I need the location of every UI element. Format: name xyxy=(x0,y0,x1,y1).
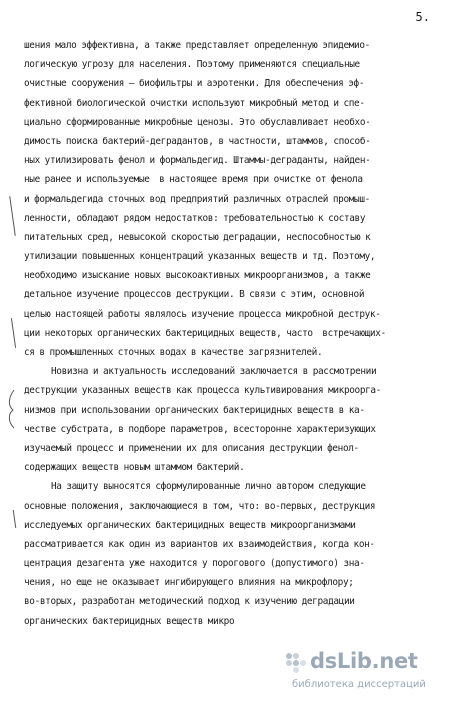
text-line: Новизна и актуальность исследований заключается в рассмотрении xyxy=(51,366,377,378)
margin-mark xyxy=(11,318,16,348)
text-line: и формальдегида сточных вод предприятий различных отраслей промыш- xyxy=(24,193,370,205)
text-line: изучаемый процесс и применении их для описания деструкции фенол- xyxy=(24,442,359,454)
text-line: ленности, обладают рядом недостатков: требовательностью к составу xyxy=(24,212,366,224)
text-line: исследуемых органических бактерицидных веществ микроорганизмами xyxy=(24,519,356,531)
watermark xyxy=(284,649,444,697)
body-text xyxy=(24,36,429,631)
margin-mark xyxy=(13,510,16,528)
text-line: очистные сооружения – биофильтры и аэротенки. Для обеспечения эф- xyxy=(24,78,365,90)
text-line: во-вторых, разработан методический подход к изучению деградации xyxy=(24,596,355,608)
text-line: димость поиска бактерий-деградантов, в частности, штаммов, способ- xyxy=(24,135,371,147)
page-number: 5. xyxy=(415,10,430,24)
text-line: необходимо изыскание новых высокоактивных микроорганизмов, а также xyxy=(24,270,371,282)
text-line: органических бактерицидных веществ микро xyxy=(24,615,235,627)
watermark-site: dsLib.net xyxy=(310,649,418,673)
text-line: содержащих веществ новым штаммом бактерий. xyxy=(24,462,245,474)
text-line: ся в промышленных сточных водах в качестве загрязнителей. xyxy=(24,347,323,358)
text-line: ные ранее и используемые в настоящее время при очистке от фенола xyxy=(24,174,363,186)
text-line: утилизации повышенных концентраций указанных веществ и тд. Поэтому, xyxy=(24,251,376,263)
text-line: шения мало эффективна, а также представляет определенную эпидемио- xyxy=(24,40,370,51)
text-line: На защиту выносятся сформулированные лично автором следующие xyxy=(51,481,366,493)
text-line: низмов при использовании органических бактерицидных веществ в ка- xyxy=(24,404,365,416)
text-line: целью настоящей работы являлось изучение процесса микробной деструк- xyxy=(24,308,381,320)
dslib-logo-icon xyxy=(284,651,306,673)
text-line: центрация дезагента уже находится у порогового (допустимого) зна- xyxy=(24,558,365,570)
margin-mark xyxy=(9,196,16,236)
text-line: честве субстрата, в подборе параметров, всесторонне характеризующих xyxy=(24,423,376,435)
text-line: основные положения, заключающиеся в том, что: во-первых, деструкция xyxy=(24,500,376,512)
text-line: детальное изучение процессов деструкции. В связи с этим, основной xyxy=(24,289,365,301)
text-line: ции некоторых органических бактерицидных веществ, часто встречающих- xyxy=(24,327,386,339)
text-line: фективной биологической очистки используют микробный метод и спе- xyxy=(24,97,365,109)
watermark-subtitle: библиотека диссертаций xyxy=(292,679,426,690)
text-line: питательных сред, невысокой скоростью деградации, неспособностью к xyxy=(24,231,371,243)
text-line: деструкции указанных веществ как процесса культивирования микроорга- xyxy=(24,385,382,397)
text-line: логическую угрозу для населения. Поэтому применяются специальные xyxy=(24,59,360,71)
text-line: рассматривается как один из вариантов их взаимодействия, когда кон- xyxy=(24,538,375,550)
margin-bracket xyxy=(4,388,18,430)
text-line: ных утилизировать фенол и формальдегид. Штаммы-деграданты, найден- xyxy=(24,155,371,167)
text-line: чения, но еще не оказывает ингибирующего влияния на микрофлору; xyxy=(24,577,354,589)
text-line: циально сформированные микробные ценозы. Это обуславливает необхо- xyxy=(24,116,371,128)
